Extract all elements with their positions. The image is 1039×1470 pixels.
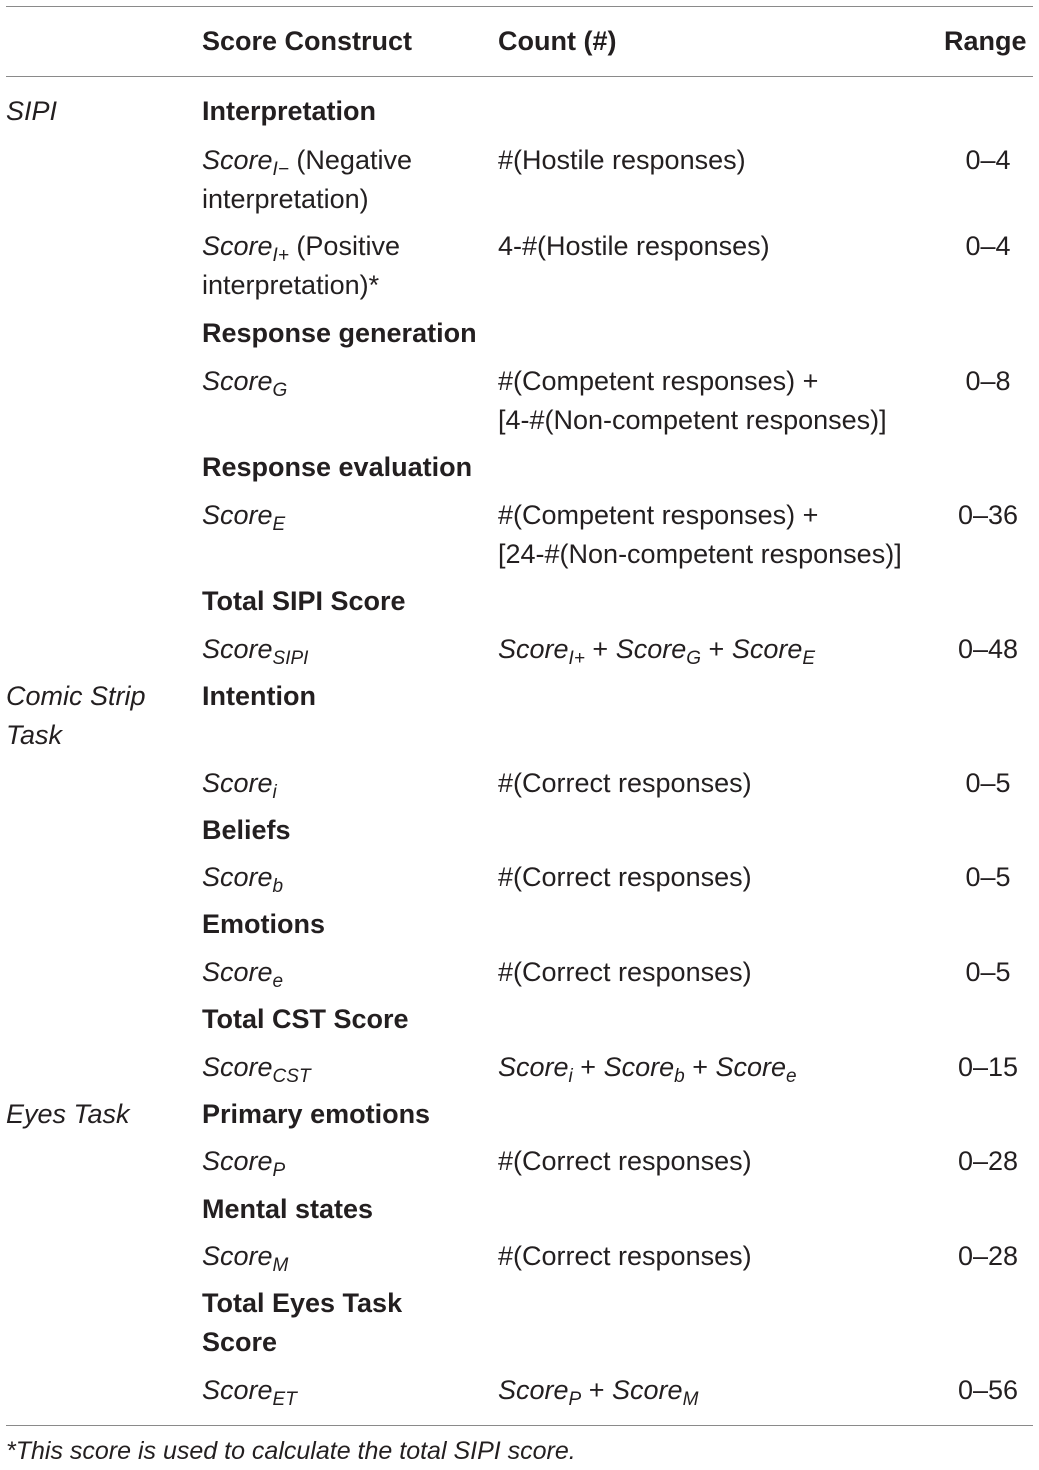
header-range: Range <box>944 26 1027 56</box>
section-eyes-task: Eyes Task <box>6 1099 130 1129</box>
group-primary-emotions: Primary emotions <box>202 1099 431 1129</box>
count-intention: #(Correct responses) <box>498 768 752 798</box>
count-e-line1: #(Competent responses) + <box>498 500 819 530</box>
formula-sipi: Score$_{I+}$ + Score$_G$ + Score$_E$ <box>498 634 816 669</box>
count-emotions: #(Correct responses) <box>498 957 752 987</box>
count-e-line2: [24-#(Non-competent responses)] <box>498 539 902 569</box>
score-intention: Score$_i$ <box>202 768 277 803</box>
group-interpretation: Interpretation <box>202 96 377 126</box>
group-total-cst: Total CST Score <box>202 1004 409 1034</box>
group-total-sipi: Total SIPI Score <box>202 586 406 616</box>
score-cst: Score$_{CST}$ <box>202 1052 311 1087</box>
header-count: Count (#) <box>498 26 617 56</box>
group-mental-states: Mental states <box>202 1194 374 1224</box>
group-intention: Intention <box>202 681 316 711</box>
count-i-neg: #(Hostile responses) <box>498 145 746 175</box>
score-e: Score$_E$ <box>202 500 286 535</box>
group-response-evaluation: Response evaluation <box>202 452 473 482</box>
range-primary: 0–28 <box>957 1146 1019 1176</box>
score-sipi: Score$_{SIPI}$ <box>202 634 309 669</box>
header-rule <box>6 76 1033 77</box>
formula-cst: Score$_i$ + Score$_b$ + Score$_e$ <box>498 1052 797 1087</box>
range-i-neg: 0–4 <box>965 145 1011 175</box>
range-intention: 0–5 <box>965 768 1011 798</box>
range-emotions: 0–5 <box>965 957 1011 987</box>
score-i-neg: Score$_{I-}$ (Negative <box>202 145 412 180</box>
group-beliefs: Beliefs <box>202 815 291 845</box>
range-e: 0–36 <box>957 500 1019 530</box>
section-sipi: SIPI <box>6 96 58 126</box>
group-total-eyes-line1: Total Eyes Task <box>202 1288 403 1318</box>
top-rule <box>6 6 1033 7</box>
range-g: 0–8 <box>965 366 1011 396</box>
footnote: *This score is used to calculate the total SIPI score. <box>6 1437 576 1465</box>
group-total-eyes-line2: Score <box>202 1327 278 1357</box>
score-i-pos-desc: interpretation)* <box>202 270 380 300</box>
range-cst: 0–15 <box>957 1052 1019 1082</box>
score-et: Score$_{ET}$ <box>202 1375 297 1410</box>
score-i-neg-desc: interpretation) <box>202 184 369 214</box>
count-g-line2: [4-#(Non-competent responses)] <box>498 405 887 435</box>
section-comic-strip-line1: Comic Strip <box>6 681 146 711</box>
range-beliefs: 0–5 <box>965 862 1011 892</box>
score-i-pos: Score$_{I+}$ (Positive <box>202 231 400 266</box>
score-beliefs: Score$_b$ <box>202 862 284 897</box>
count-primary: #(Correct responses) <box>498 1146 752 1176</box>
formula-et: Score$_P$ + Score$_M$ <box>498 1375 699 1410</box>
count-g-line1: #(Competent responses) + <box>498 366 819 396</box>
score-g: Score$_G$ <box>202 366 288 401</box>
range-et: 0–56 <box>957 1375 1019 1405</box>
range-sipi: 0–48 <box>957 634 1019 664</box>
score-primary: Score$_P$ <box>202 1146 286 1181</box>
header-score-construct: Score Construct <box>202 26 413 56</box>
bottom-rule <box>6 1425 1033 1426</box>
count-i-pos: 4-#(Hostile responses) <box>498 231 770 261</box>
range-i-pos: 0–4 <box>965 231 1011 261</box>
score-mental: Score$_M$ <box>202 1241 289 1276</box>
range-mental: 0–28 <box>957 1241 1019 1271</box>
section-comic-strip-line2: Task <box>6 720 63 750</box>
group-response-generation: Response generation <box>202 318 477 348</box>
count-beliefs: #(Correct responses) <box>498 862 752 892</box>
score-emotions: Score$_e$ <box>202 957 284 992</box>
group-emotions: Emotions <box>202 909 326 939</box>
count-mental: #(Correct responses) <box>498 1241 752 1271</box>
